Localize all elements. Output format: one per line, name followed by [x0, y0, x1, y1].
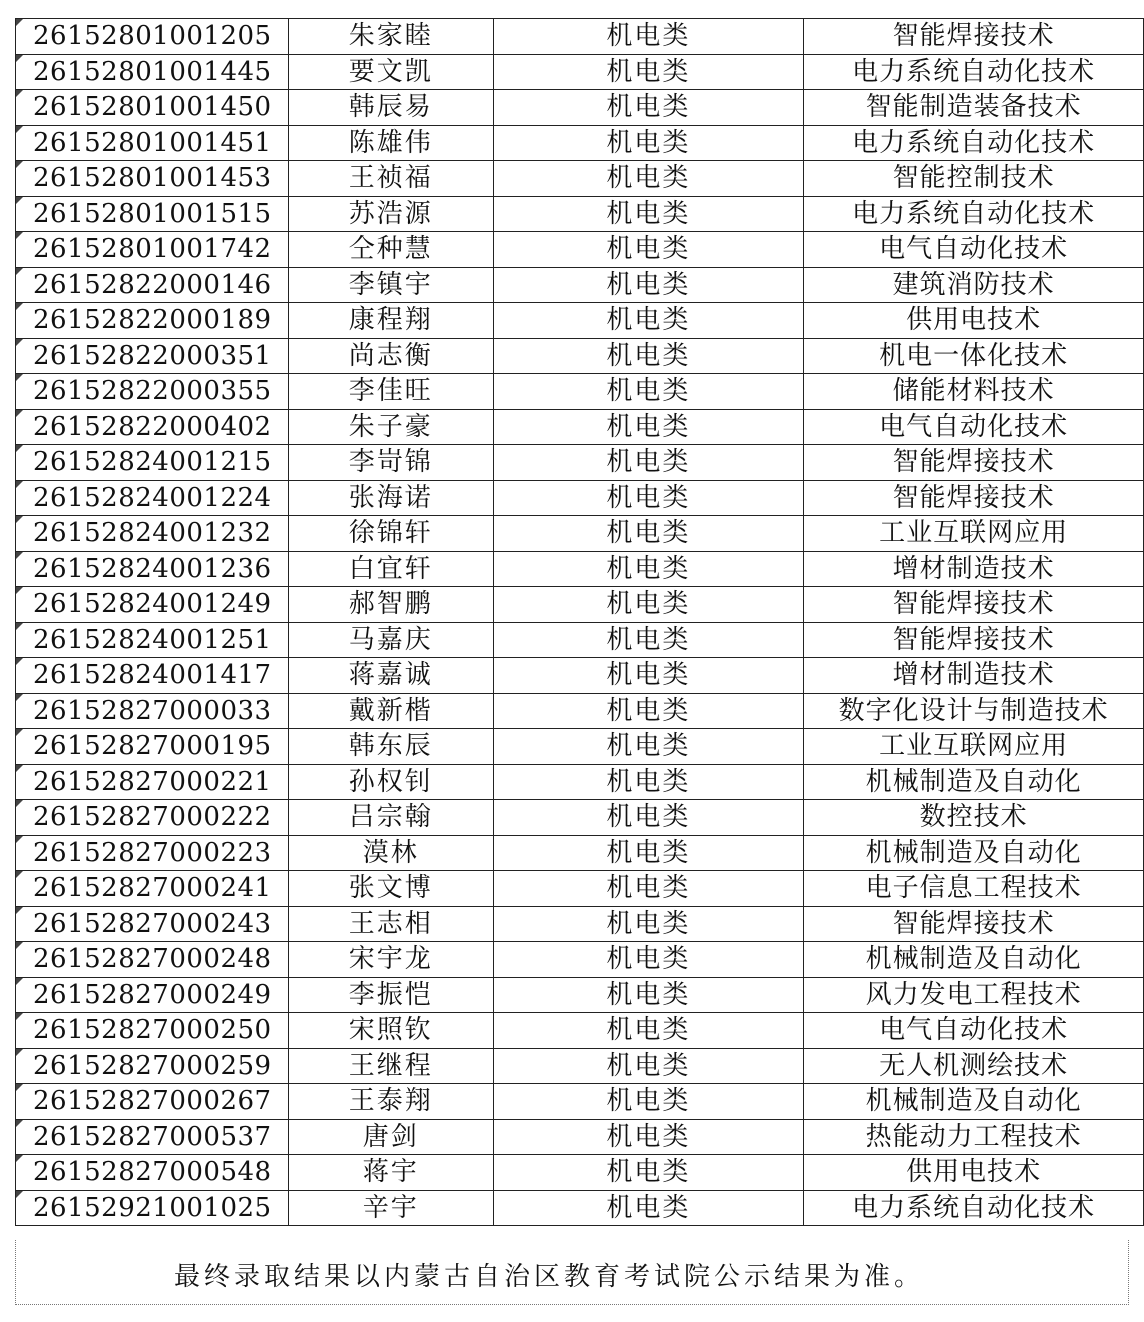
candidate-id-cell: 26152921001025: [16, 1190, 289, 1226]
table-row: [16, 1013, 1144, 1049]
student-name-cell: 要文凯: [288, 54, 493, 90]
table-row: [16, 516, 1144, 552]
major-cell: 供用电技术: [804, 1155, 1144, 1191]
category-cell: 机电类: [493, 445, 803, 481]
candidate-id-cell: 26152827000221: [16, 764, 289, 800]
major-cell: 智能制造装备技术: [804, 90, 1144, 126]
major-cell: 机械制造及自动化: [804, 942, 1144, 978]
table-row: [16, 338, 1144, 374]
student-name-cell: 蒋嘉诚: [288, 658, 493, 694]
student-name-cell: 戴新楷: [288, 693, 493, 729]
category-cell: 机电类: [493, 693, 803, 729]
candidate-id-cell: 26152827000243: [16, 906, 289, 942]
candidate-id-cell: 26152827000548: [16, 1155, 289, 1191]
table-row: [16, 303, 1144, 339]
table-row: [16, 1155, 1144, 1191]
table-row: [16, 871, 1144, 907]
category-cell: 机电类: [493, 54, 803, 90]
major-cell: 智能焊接技术: [804, 480, 1144, 516]
student-name-cell: 王志相: [288, 906, 493, 942]
category-cell: 机电类: [493, 161, 803, 197]
table-row: [16, 374, 1144, 410]
candidate-id-cell: 26152801001451: [16, 125, 289, 161]
student-name-cell: 朱家睦: [288, 19, 493, 55]
table-row: [16, 658, 1144, 694]
category-cell: 机电类: [493, 303, 803, 339]
student-name-cell: 陈雄伟: [288, 125, 493, 161]
major-cell: 建筑消防技术: [804, 267, 1144, 303]
major-cell: 电力系统自动化技术: [804, 125, 1144, 161]
candidate-id-cell: 26152801001205: [16, 19, 289, 55]
table-row: [16, 232, 1144, 268]
student-name-cell: 朱子豪: [288, 409, 493, 445]
category-cell: 机电类: [493, 1155, 803, 1191]
category-cell: 机电类: [493, 835, 803, 871]
table-row: [16, 729, 1144, 765]
student-name-cell: 王泰翔: [288, 1084, 493, 1120]
category-cell: 机电类: [493, 409, 803, 445]
student-name-cell: 宋照钦: [288, 1013, 493, 1049]
table-row: [16, 764, 1144, 800]
category-cell: 机电类: [493, 267, 803, 303]
student-name-cell: 康程翔: [288, 303, 493, 339]
major-cell: 电气自动化技术: [804, 1013, 1144, 1049]
table-row: [16, 125, 1144, 161]
category-cell: 机电类: [493, 977, 803, 1013]
candidate-id-cell: 26152822000146: [16, 267, 289, 303]
table-row: [16, 693, 1144, 729]
student-name-cell: 漠林: [288, 835, 493, 871]
category-cell: 机电类: [493, 516, 803, 552]
major-cell: 机械制造及自动化: [804, 835, 1144, 871]
major-cell: 智能焊接技术: [804, 445, 1144, 481]
major-cell: 无人机测绘技术: [804, 1048, 1144, 1084]
category-cell: 机电类: [493, 551, 803, 587]
student-name-cell: 蒋宇: [288, 1155, 493, 1191]
candidate-id-cell: 26152801001453: [16, 161, 289, 197]
student-name-cell: 王祯福: [288, 161, 493, 197]
major-cell: 增材制造技术: [804, 658, 1144, 694]
student-name-cell: 马嘉庆: [288, 622, 493, 658]
table-row: [16, 1190, 1144, 1226]
major-cell: 机械制造及自动化: [804, 764, 1144, 800]
table-row: [16, 196, 1144, 232]
student-name-cell: 徐锦轩: [288, 516, 493, 552]
table-row: [16, 551, 1144, 587]
candidate-id-cell: 26152824001224: [16, 480, 289, 516]
candidate-id-cell: 26152824001251: [16, 622, 289, 658]
table-body: [16, 19, 1144, 1226]
category-cell: 机电类: [493, 374, 803, 410]
category-cell: 机电类: [493, 622, 803, 658]
table-row: [16, 587, 1144, 623]
category-cell: 机电类: [493, 587, 803, 623]
category-cell: 机电类: [493, 1119, 803, 1155]
student-name-cell: 李镇宇: [288, 267, 493, 303]
major-cell: 电气自动化技术: [804, 409, 1144, 445]
category-cell: 机电类: [493, 906, 803, 942]
table-row: [16, 90, 1144, 126]
table-row: [16, 835, 1144, 871]
candidate-id-cell: 26152822000355: [16, 374, 289, 410]
table-row: [16, 942, 1144, 978]
table-row: [16, 19, 1144, 55]
major-cell: 机电一体化技术: [804, 338, 1144, 374]
category-cell: 机电类: [493, 658, 803, 694]
candidate-id-cell: 26152827000250: [16, 1013, 289, 1049]
student-name-cell: 仝种慧: [288, 232, 493, 268]
student-name-cell: 唐剑: [288, 1119, 493, 1155]
student-name-cell: 辛宇: [288, 1190, 493, 1226]
major-cell: 智能控制技术: [804, 161, 1144, 197]
major-cell: 智能焊接技术: [804, 587, 1144, 623]
major-cell: 增材制造技术: [804, 551, 1144, 587]
category-cell: 机电类: [493, 1190, 803, 1226]
table-row: [16, 267, 1144, 303]
student-name-cell: 韩辰易: [288, 90, 493, 126]
student-name-cell: 李岢锦: [288, 445, 493, 481]
major-cell: 智能焊接技术: [804, 622, 1144, 658]
category-cell: 机电类: [493, 871, 803, 907]
student-name-cell: 孙权钊: [288, 764, 493, 800]
candidate-id-cell: 26152801001450: [16, 90, 289, 126]
major-cell: 电气自动化技术: [804, 232, 1144, 268]
category-cell: 机电类: [493, 764, 803, 800]
category-cell: 机电类: [493, 232, 803, 268]
table-row: [16, 54, 1144, 90]
candidate-id-cell: 26152824001236: [16, 551, 289, 587]
category-cell: 机电类: [493, 729, 803, 765]
student-name-cell: 郝智鹏: [288, 587, 493, 623]
student-name-cell: 李佳旺: [288, 374, 493, 410]
candidate-id-cell: 26152827000033: [16, 693, 289, 729]
category-cell: 机电类: [493, 942, 803, 978]
category-cell: 机电类: [493, 1048, 803, 1084]
major-cell: 工业互联网应用: [804, 729, 1144, 765]
major-cell: 电力系统自动化技术: [804, 196, 1144, 232]
table-row: [16, 622, 1144, 658]
student-name-cell: 苏浩源: [288, 196, 493, 232]
category-cell: 机电类: [493, 196, 803, 232]
footer-note: 最终录取结果以内蒙古自治区教育考试院公示结果为准。: [174, 1262, 925, 1292]
category-cell: 机电类: [493, 480, 803, 516]
student-name-cell: 王继程: [288, 1048, 493, 1084]
category-cell: 机电类: [493, 125, 803, 161]
major-cell: 数控技术: [804, 800, 1144, 836]
table-row: [16, 1048, 1144, 1084]
table-row: [16, 161, 1144, 197]
major-cell: 风力发电工程技术: [804, 977, 1144, 1013]
candidate-id-cell: 26152824001249: [16, 587, 289, 623]
candidate-id-cell: 26152824001417: [16, 658, 289, 694]
candidate-id-cell: 26152827000195: [16, 729, 289, 765]
candidate-id-cell: 26152827000537: [16, 1119, 289, 1155]
student-name-cell: 吕宗翰: [288, 800, 493, 836]
student-name-cell: 宋宇龙: [288, 942, 493, 978]
category-cell: 机电类: [493, 19, 803, 55]
candidate-id-cell: 26152801001742: [16, 232, 289, 268]
category-cell: 机电类: [493, 1013, 803, 1049]
candidate-id-cell: 26152827000241: [16, 871, 289, 907]
candidate-id-cell: 26152827000267: [16, 1084, 289, 1120]
student-name-cell: 白宜轩: [288, 551, 493, 587]
category-cell: 机电类: [493, 1084, 803, 1120]
major-cell: 智能焊接技术: [804, 906, 1144, 942]
candidate-id-cell: 26152801001445: [16, 54, 289, 90]
table-row: [16, 1084, 1144, 1120]
student-name-cell: 李振恺: [288, 977, 493, 1013]
major-cell: 电力系统自动化技术: [804, 54, 1144, 90]
table-row: [16, 480, 1144, 516]
table-row: [16, 409, 1144, 445]
table-row: [16, 445, 1144, 481]
candidate-id-cell: 26152822000351: [16, 338, 289, 374]
major-cell: 热能动力工程技术: [804, 1119, 1144, 1155]
student-name-cell: 张海诺: [288, 480, 493, 516]
major-cell: 数字化设计与制造技术: [804, 693, 1144, 729]
major-cell: 智能焊接技术: [804, 19, 1144, 55]
footer-note-box: [15, 1240, 1129, 1305]
table-row: [16, 800, 1144, 836]
category-cell: 机电类: [493, 90, 803, 126]
student-name-cell: 尚志衡: [288, 338, 493, 374]
candidate-id-cell: 26152822000402: [16, 409, 289, 445]
candidate-id-cell: 26152827000222: [16, 800, 289, 836]
major-cell: 电力系统自动化技术: [804, 1190, 1144, 1226]
major-cell: 机械制造及自动化: [804, 1084, 1144, 1120]
major-cell: 工业互联网应用: [804, 516, 1144, 552]
category-cell: 机电类: [493, 338, 803, 374]
candidate-id-cell: 26152827000249: [16, 977, 289, 1013]
candidate-id-cell: 26152824001232: [16, 516, 289, 552]
major-cell: 储能材料技术: [804, 374, 1144, 410]
major-cell: 电子信息工程技术: [804, 871, 1144, 907]
candidate-id-cell: 26152827000223: [16, 835, 289, 871]
student-name-cell: 韩东辰: [288, 729, 493, 765]
table-row: [16, 977, 1144, 1013]
admission-table: [15, 18, 1144, 1226]
candidate-id-cell: 26152827000259: [16, 1048, 289, 1084]
candidate-id-cell: 26152824001215: [16, 445, 289, 481]
table-row: [16, 906, 1144, 942]
student-name-cell: 张文博: [288, 871, 493, 907]
category-cell: 机电类: [493, 800, 803, 836]
candidate-id-cell: 26152801001515: [16, 196, 289, 232]
candidate-id-cell: 26152822000189: [16, 303, 289, 339]
candidate-id-cell: 26152827000248: [16, 942, 289, 978]
table-row: [16, 1119, 1144, 1155]
major-cell: 供用电技术: [804, 303, 1144, 339]
